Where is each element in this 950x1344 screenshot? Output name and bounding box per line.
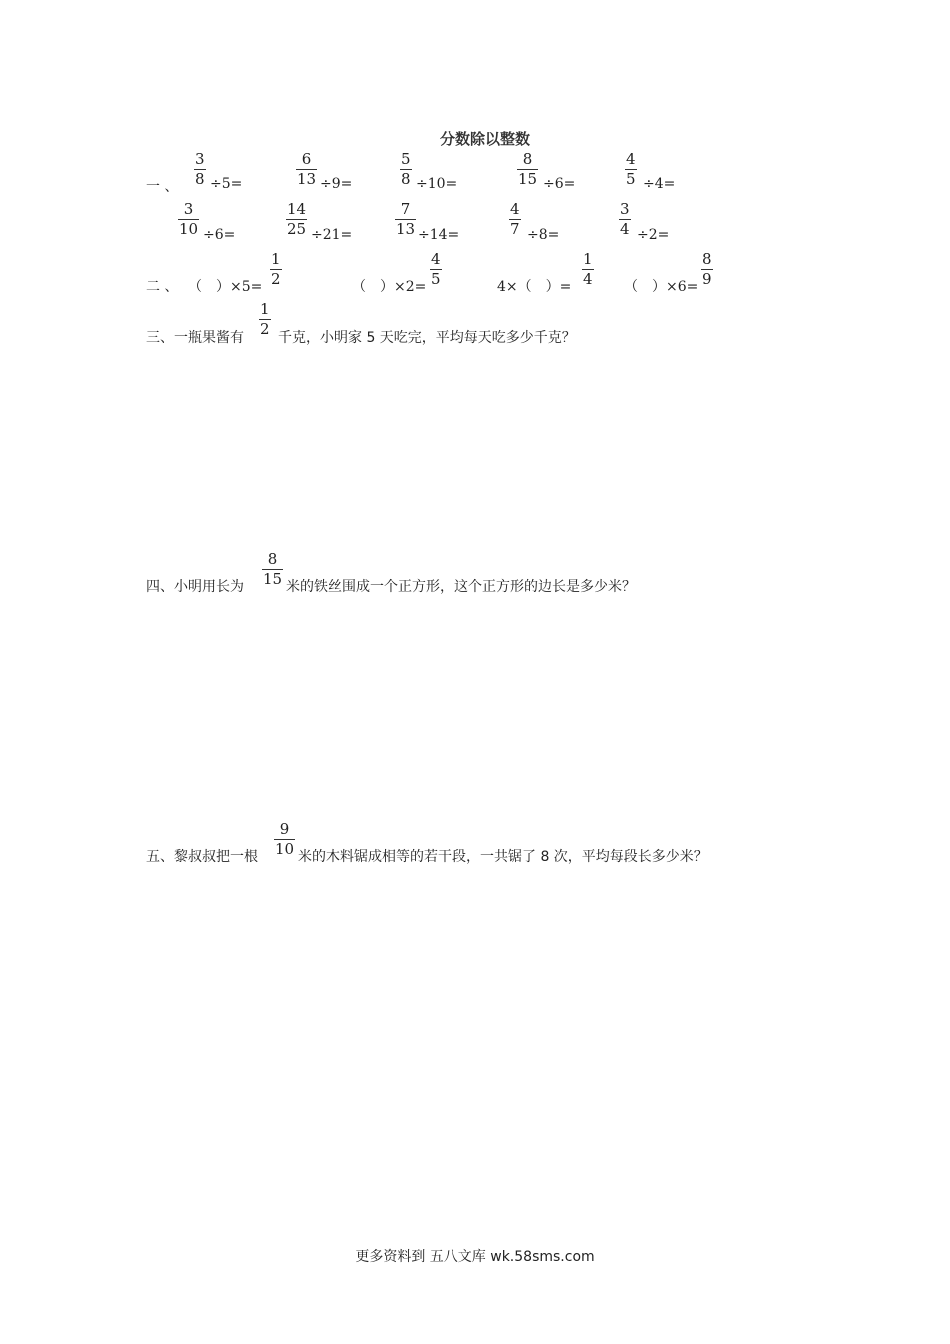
denominator: 15 <box>518 170 538 188</box>
fraction <box>178 201 199 238</box>
numerator: 9 <box>279 820 290 838</box>
operation: ÷6= <box>203 227 236 243</box>
denominator: 9 <box>702 270 712 288</box>
operation: ÷5= <box>210 176 243 192</box>
denominator: 5 <box>431 270 441 288</box>
fraction <box>400 151 412 188</box>
question-3-suffix: 千克，小明家 5 天吃完，平均每天吃多少千克？ <box>278 330 576 346</box>
denominator: 13 <box>297 170 317 188</box>
fraction <box>274 821 295 858</box>
denominator: 5 <box>626 170 636 188</box>
numerator: 6 <box>301 150 312 168</box>
numerator: 8 <box>702 250 712 268</box>
fraction <box>259 301 271 338</box>
fraction <box>194 151 206 188</box>
blank-expression: （ ）×5= <box>188 279 263 295</box>
operation: ÷10= <box>416 176 458 192</box>
numerator: 1 <box>260 300 270 318</box>
numerator: 3 <box>620 200 630 218</box>
numerator: 8 <box>267 550 278 568</box>
denominator: 13 <box>396 220 416 238</box>
question-5-prefix: 五、黎叔叔把一根 <box>146 849 258 865</box>
numerator: 5 <box>401 150 411 168</box>
denominator: 2 <box>260 320 270 338</box>
denominator: 10 <box>275 840 295 858</box>
section1-label: 一 、 <box>146 179 179 195</box>
fraction <box>582 251 594 288</box>
blank-expression: （ ）×2= <box>352 279 427 295</box>
numerator: 1 <box>583 250 593 268</box>
fraction <box>701 251 713 288</box>
operation: ÷8= <box>527 227 560 243</box>
denominator: 4 <box>583 270 593 288</box>
denominator: 10 <box>179 220 199 238</box>
fraction <box>430 251 442 288</box>
question-4-prefix: 四、小明用长为 <box>146 579 244 595</box>
denominator: 8 <box>195 170 205 188</box>
operation: ÷2= <box>637 227 670 243</box>
section2-label: 二 、 <box>146 279 179 295</box>
fraction <box>625 151 637 188</box>
footer-link-text: 更多资料到 五八文库 wk.58sms.com <box>355 1249 595 1265</box>
question-3-prefix: 三、一瓶果酱有 <box>146 330 244 346</box>
numerator: 3 <box>195 150 205 168</box>
numerator: 4 <box>431 250 441 268</box>
denominator: 7 <box>510 220 520 238</box>
fraction <box>296 151 317 188</box>
denominator: 25 <box>287 220 307 238</box>
denominator: 4 <box>620 220 630 238</box>
operation: ÷4= <box>643 176 676 192</box>
numerator: 3 <box>183 200 194 218</box>
blank-expression: （ ）×6= <box>624 279 699 295</box>
fraction <box>395 201 416 238</box>
fraction <box>262 551 283 588</box>
numerator: 1 <box>271 250 281 268</box>
numerator: 7 <box>400 200 411 218</box>
page-title: 分数除以整数 <box>439 130 530 148</box>
denominator: 8 <box>401 170 411 188</box>
blank-expression: 4×（ ）= <box>497 279 572 295</box>
fraction <box>517 151 538 188</box>
fraction <box>270 251 282 288</box>
question-4-suffix: 米的铁丝围成一个正方形，这个正方形的边长是多少米？ <box>286 579 636 595</box>
operation: ÷9= <box>320 176 353 192</box>
numerator: 14 <box>287 200 307 218</box>
denominator: 15 <box>263 570 283 588</box>
question-5-suffix: 米的木料锯成相等的若干段，一共锯了 8 次，平均每段长多少米？ <box>298 849 708 865</box>
fraction <box>619 201 631 238</box>
operation: ÷6= <box>543 176 576 192</box>
fraction <box>286 201 307 238</box>
numerator: 4 <box>626 150 636 168</box>
fraction <box>509 201 521 238</box>
numerator: 8 <box>522 150 533 168</box>
denominator: 2 <box>271 270 281 288</box>
operation: ÷14= <box>418 227 460 243</box>
numerator: 4 <box>510 200 520 218</box>
operation: ÷21= <box>311 227 353 243</box>
